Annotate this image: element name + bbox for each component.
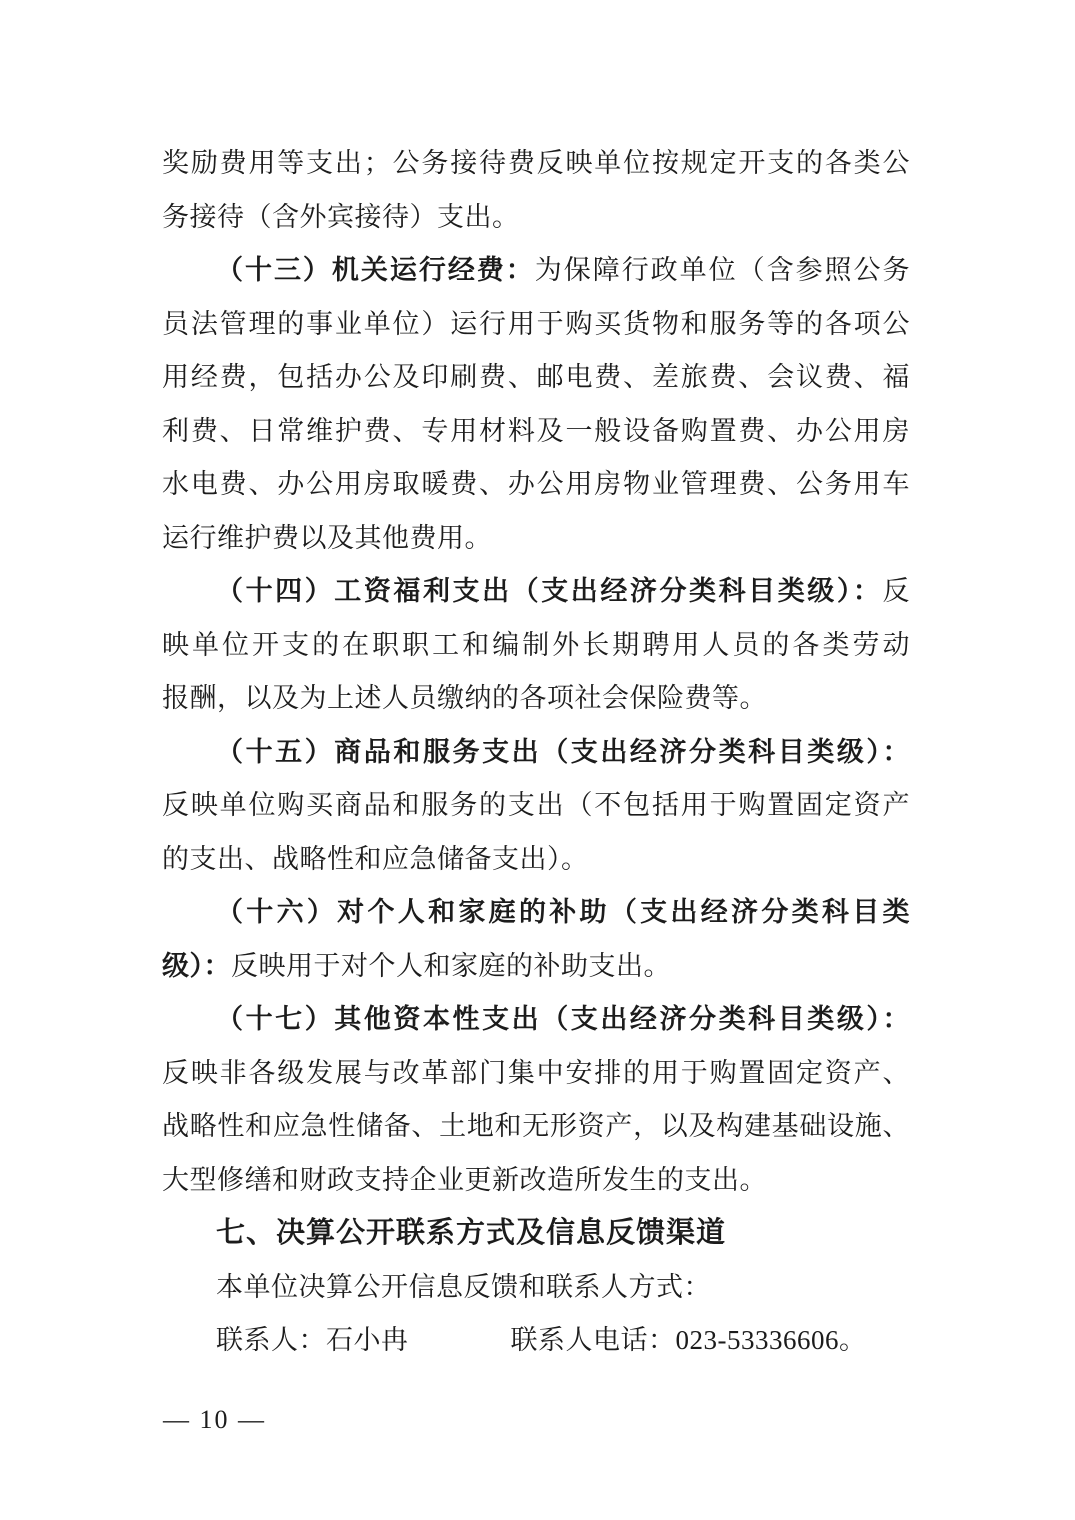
line-text: 为保障行政单位（含参照公务 (534, 255, 911, 285)
line-text: 的支出、战略性和应急储备支出）。 (162, 843, 589, 874)
line-text: 反 (882, 576, 910, 606)
text-line-item-17 (162, 993, 910, 1047)
line-text: 员法管理的事业单位）运行用于购买货物和服务等的各项公 (162, 308, 910, 339)
text-line (162, 1154, 910, 1208)
line-text: 奖励费用等支出；公务接待费反映单位按规定开支的各类公 (162, 148, 910, 178)
text-line (162, 405, 910, 459)
line-text: 用经费，包括办公及印刷费、邮电费、差旅费、会议费、福 (162, 362, 910, 392)
document-content (162, 137, 910, 1368)
line-text: 利费、日常维护费、专用材料及一般设备购置费、办公用房 (162, 415, 910, 446)
contact-info-line (162, 1314, 910, 1368)
text-line (162, 351, 910, 405)
line-text: 映单位开支的在职职工和编制外长期聘用人员的各类劳动 (162, 629, 910, 660)
section-7-intro-line: 本单位决算公开信息反馈和联系人方式： (216, 1271, 711, 1302)
text-line (162, 458, 910, 512)
text-line (162, 191, 910, 245)
line-text: 大型修缮和财政支持企业更新改造所发生的支出。 (162, 1164, 767, 1195)
line-text: 运行维护费以及其他费用。 (162, 522, 492, 553)
line-text: 报酬，以及为上述人员缴纳的各项社会保险费等。 (162, 683, 767, 713)
item-title: （十四）工资福利支出（支出经济分类科目类级）： (216, 576, 883, 606)
item-title: （十三）机关运行经费： (216, 255, 535, 285)
text-line (162, 940, 910, 994)
item-title: （十六）对个人和家庭的补助（支出经济分类科目类 (216, 897, 910, 927)
contact-person: 联系人：石小冉 (216, 1325, 409, 1355)
text-line (162, 779, 910, 833)
text-line (162, 512, 910, 566)
line-text: 务接待（含外宾接待）支出。 (162, 201, 520, 232)
section-7-heading: 七、决算公开联系方式及信息反馈渠道 (216, 1217, 727, 1249)
item-title: （十七）其他资本性支出（支出经济分类科目类级）： (216, 1004, 910, 1034)
text-line-item-16 (162, 886, 910, 940)
line-text: 反映用于对个人和家庭的补助支出。 (231, 950, 671, 981)
line-text: 反映非各级发展与改革部门集中安排的用于购置固定资产、 (162, 1057, 910, 1088)
item-title: 级）： (162, 950, 231, 981)
line-text: 反映单位购买商品和服务的支出（不包括用于购置固定资产 (162, 790, 910, 820)
text-line (162, 1047, 910, 1101)
page-number: — 10 — (163, 1405, 266, 1434)
text-line (162, 619, 910, 673)
text-line (162, 672, 910, 726)
text-line-item-15 (162, 726, 910, 780)
text-line (162, 833, 910, 887)
text-line (162, 298, 910, 352)
text-line-item-13 (162, 244, 910, 298)
contact-phone: 联系人电话：023-53336606。 (510, 1325, 867, 1355)
text-line-item-14 (162, 565, 910, 619)
line-text: 水电费、办公用房取暖费、办公用房物业管理费、公务用车 (162, 469, 910, 499)
text-line (162, 137, 910, 191)
item-title: （十五）商品和服务支出（支出经济分类科目类级）： (216, 736, 910, 767)
line-text: 战略性和应急性储备、土地和无形资产，以及构建基础设施、 (162, 1111, 910, 1141)
text-line (162, 1100, 910, 1154)
